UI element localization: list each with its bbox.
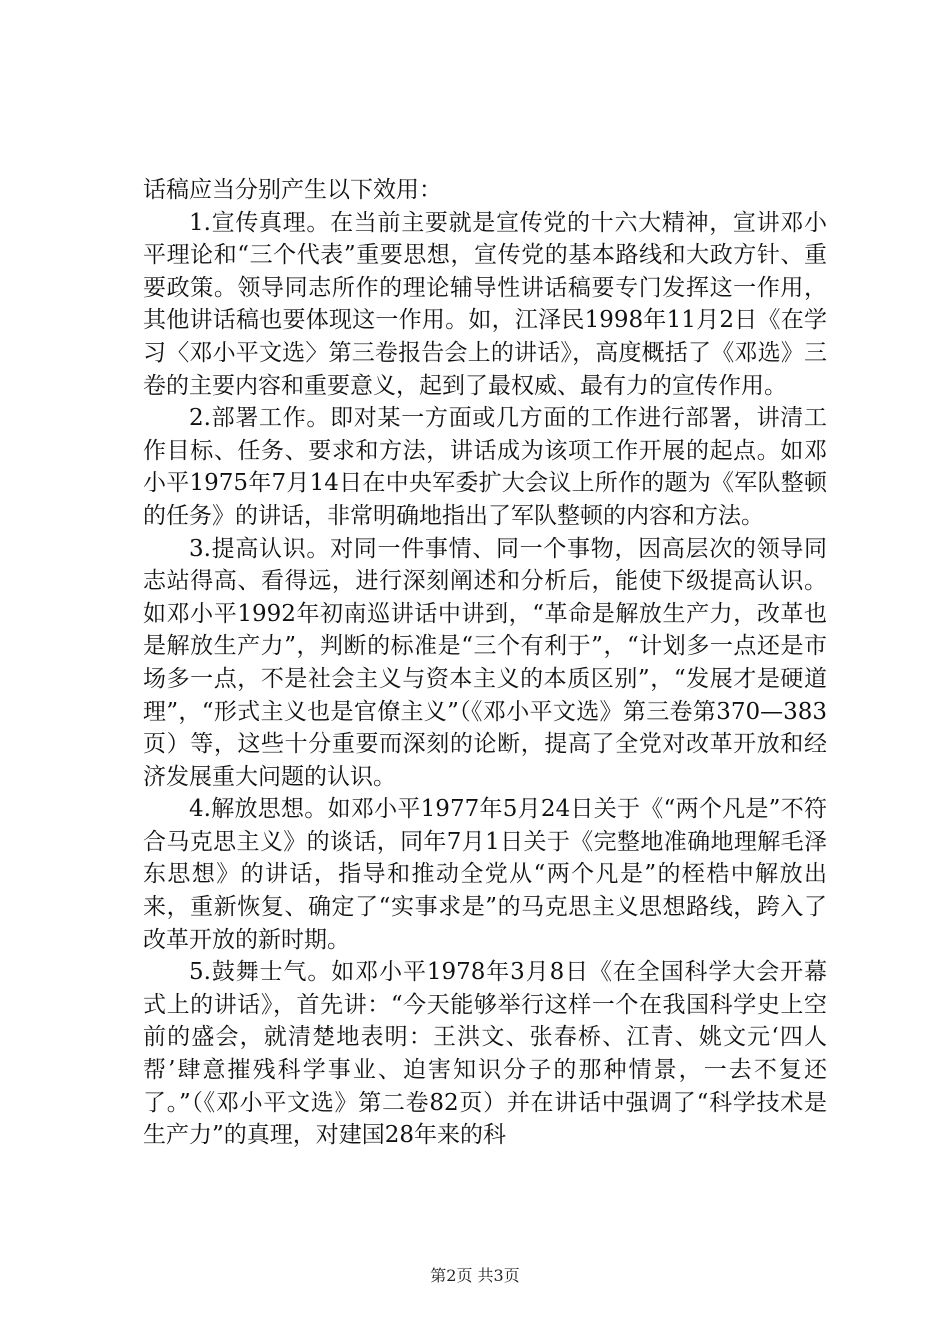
paragraph-item-5: 5.鼓舞士气。如邓小平1978年3月8日《在全国科学大会开幕式上的讲话》，首先讲：“今天能够举行这样一个在我国科学史上空前的盛会，就清楚地表明：王洪文、张春桥、江青、姚文元‘四人帮’肆意摧残科学事业、迫害知识分子的那种情景，一去不复还了。”（《邓小平文选》第二卷82页）并在讲话中强调了“科学技术是生产力”的真理，对建国28年来的科 bbox=[143, 959, 827, 1149]
paragraph-continuation: 话稿应当分别产生以下效用： bbox=[143, 177, 442, 203]
paragraph-item-4: 4.解放思想。如邓小平1977年5月24日关于《“两个凡是”不符合马克思主义》的谈话，同年7月1日关于《完整地准确地理解毛泽东思想》的讲话，指导和推动全党从“两个凡是”的桎梏中解放出来，重新恢复、确定了“实事求是”的马克思主义思想路线，跨入了改革开放的新时期。 bbox=[143, 796, 827, 953]
document-body bbox=[143, 174, 827, 1152]
paragraph-item-3: 3.提高认识。对同一件事情、同一个事物，因高层次的领导同志站得高、看得远，进行深刻阐述和分析后，能使下级提高认识。如邓小平1992年初南巡讲话中讲到，“革命是解放生产力，改革也是解放生产力”，判断的标准是“三个有利于”，“计划多一点还是市场多一点，不是社会主义与资本主义的本质区别”，“发展才是硬道理”，“形式主义也是官僚主义”（《邓小平文选》第三卷第370—383页）等，这些十分重要而深刻的论断，提高了全党对改革开放和经济发展重大问题的认识。 bbox=[143, 535, 827, 790]
paragraph-item-2: 2.部署工作。即对某一方面或几方面的工作进行部署，讲清工作目标、任务、要求和方法，讲话成为该项工作开展的起点。如邓小平1975年7月14日在中央军委扩大会议上所作的题为《军队整顿的任务》的讲话，非常明确地指出了军队整顿的内容和方法。 bbox=[143, 405, 827, 529]
paragraph-item-1: 1.宣传真理。在当前主要就是宣传党的十六大精神，宣讲邓小平理论和“三个代表”重要思想，宣传党的基本路线和大政方针、重要政策。领导同志所作的理论辅导性讲话稿要专门发挥这一作用，其他讲话稿也要体现这一作用。如，江泽民1998年11月2日《在学习〈邓小平文选〉第三卷报告会上的讲话》，高度概括了《邓选》三卷的主要内容和重要意义，起到了最权威、最有力的宣传作用。 bbox=[143, 209, 827, 399]
page-number-footer: 第2页 共3页 bbox=[430, 1266, 520, 1285]
